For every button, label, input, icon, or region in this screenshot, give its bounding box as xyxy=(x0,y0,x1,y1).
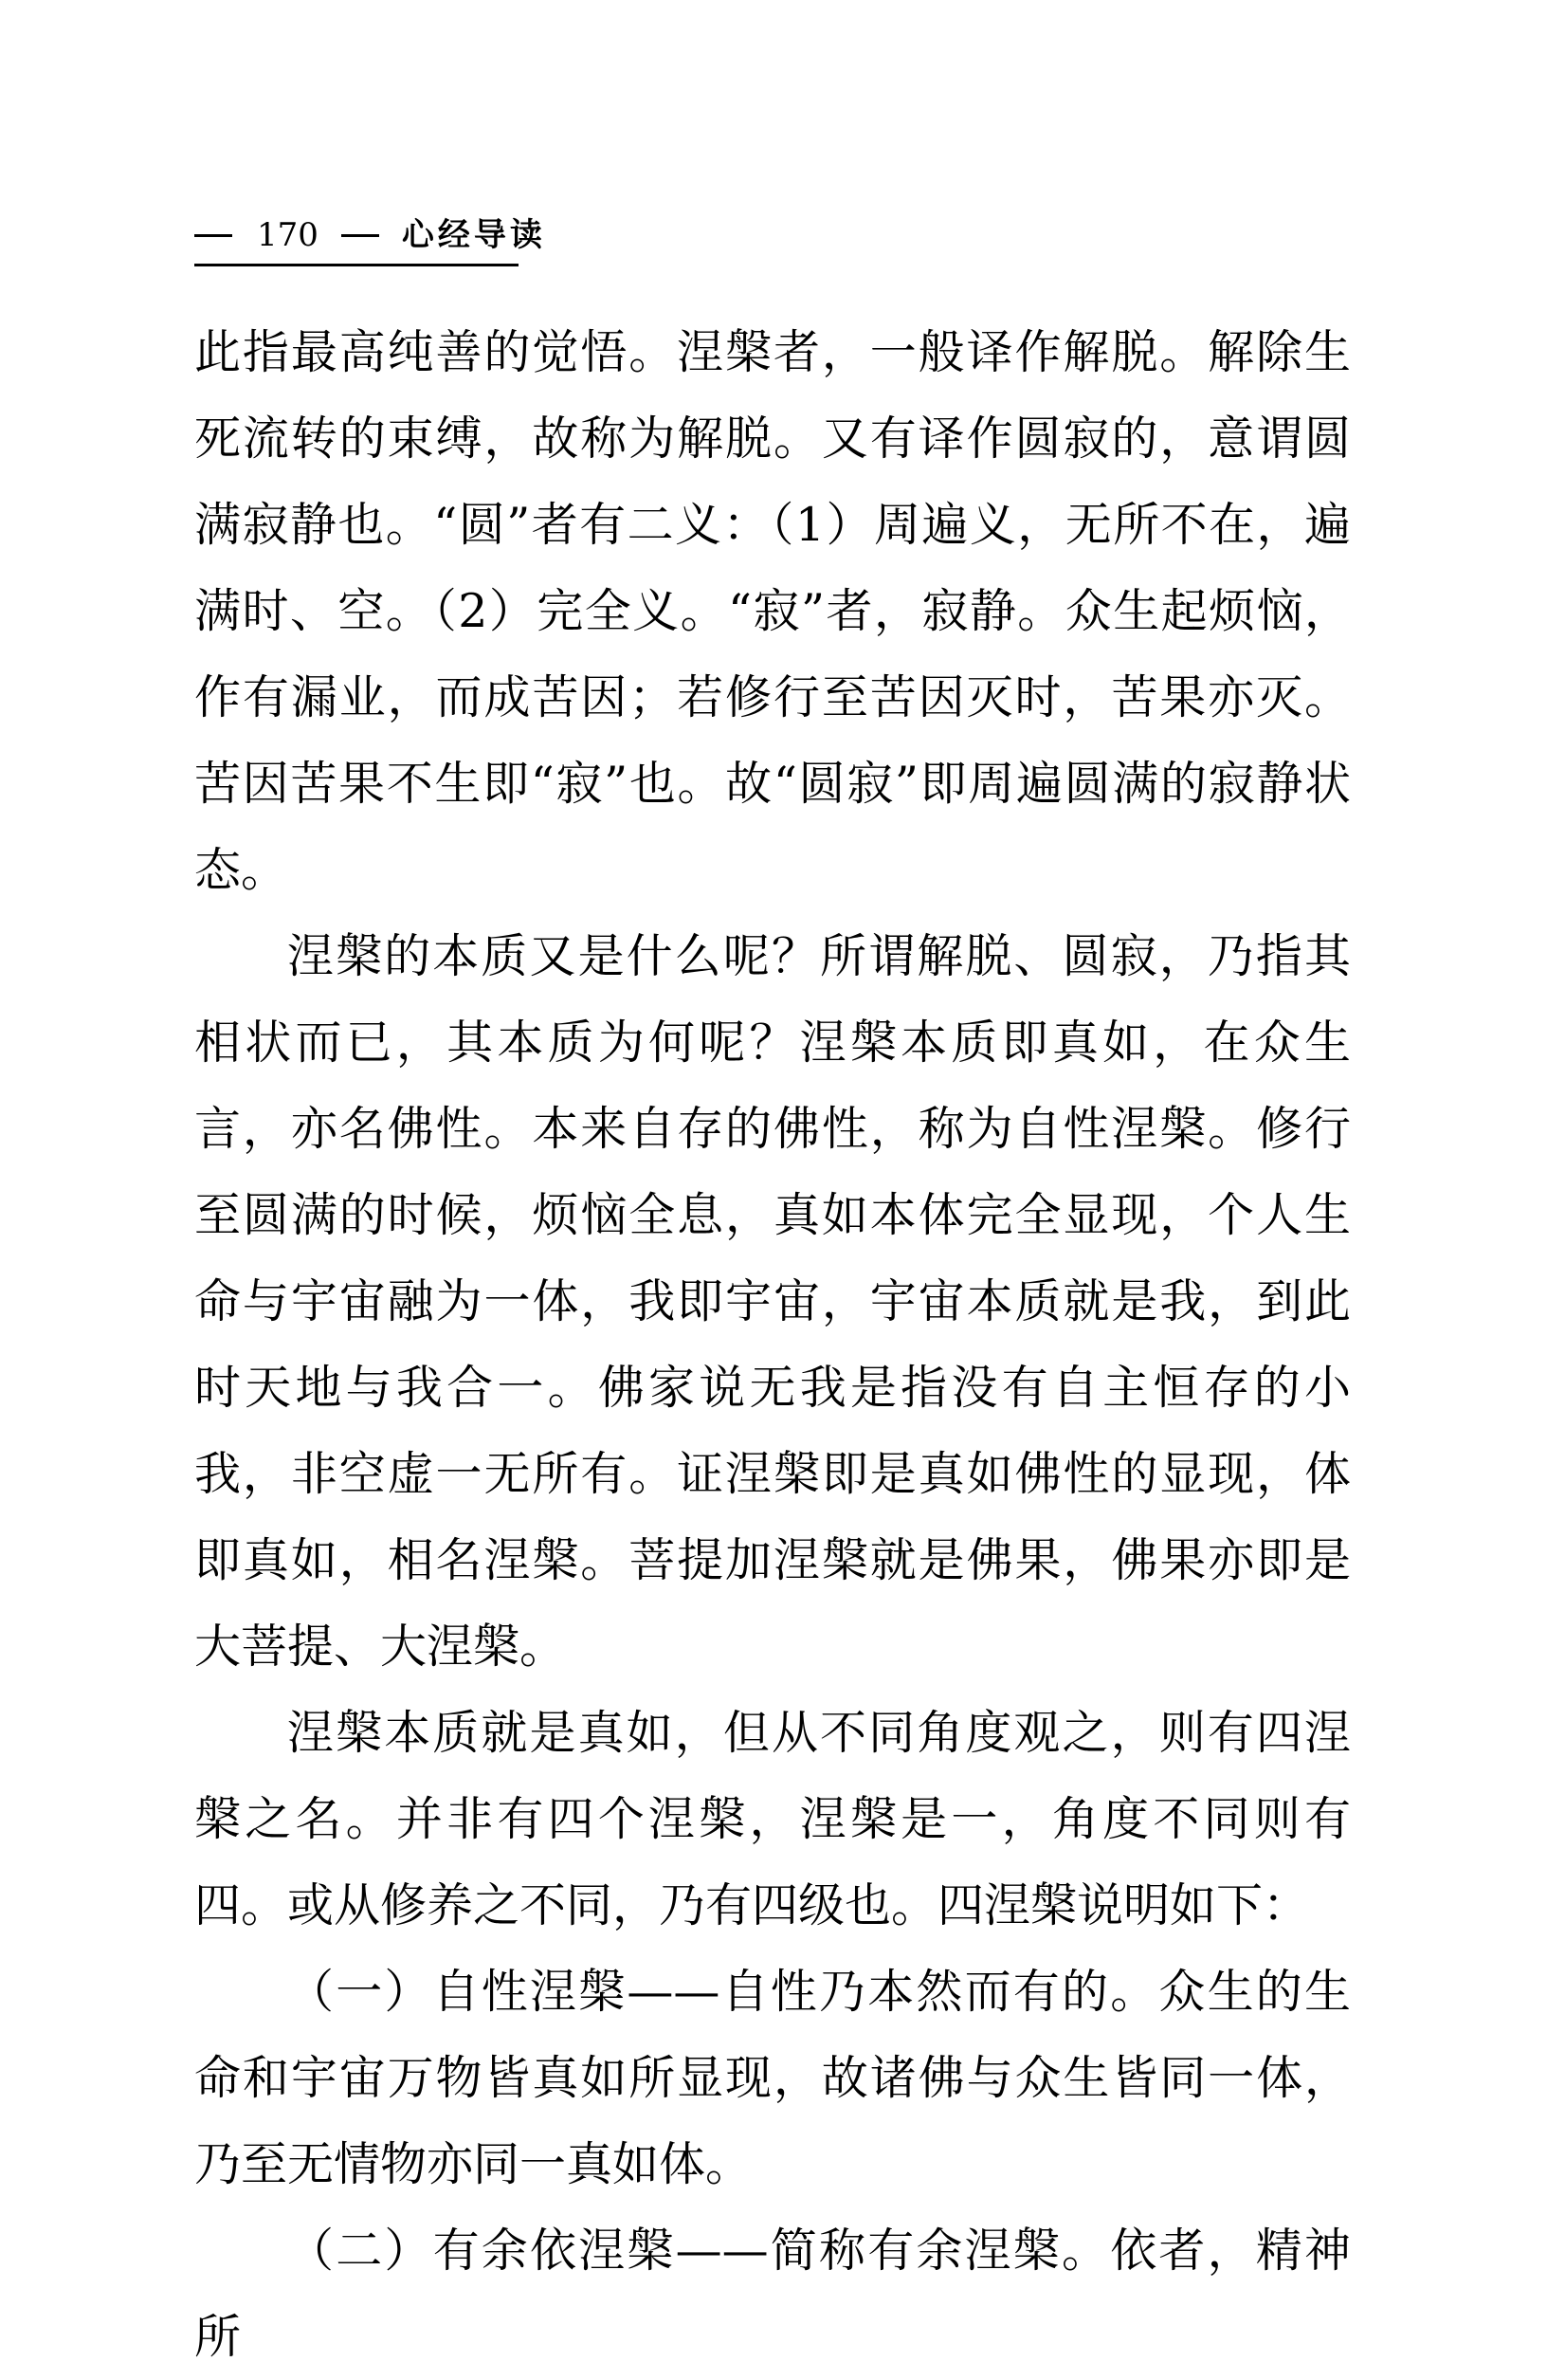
body-text xyxy=(194,309,1351,2380)
book-title: 心经导读 xyxy=(401,216,546,254)
page-number: 170 xyxy=(257,216,318,254)
paragraph: 涅槃本质就是真如，但从不同角度观之，则有四涅槃之名。并非有四个涅槃，涅槃是一，角度不同则有四。或从修养之不同，乃有四级也。四涅槃说明如下： xyxy=(194,1706,1351,1932)
running-header xyxy=(194,207,546,264)
paragraph: （一）自性涅槃——自性乃本然而有的。众生的生命和宇宙万物皆真如所显现，故诸佛与众生皆同一体，乃至无情物亦同一真如体。 xyxy=(194,1965,1351,2191)
paragraph: 涅槃的本质又是什么呢？所谓解脱、圆寂，乃指其相状而已，其本质为何呢？涅槃本质即真如，在众生言，亦名佛性。本来自存的佛性，称为自性涅槃。修行至圆满的时候，烦恼全息，真如本体完全显现，个人生命与宇宙融为一体，我即宇宙，宇宙本质就是我，到此时天地与我合一。佛家说无我是指没有自主恒存的小我，非空虚一无所有。证涅槃即是真如佛性的显现，体即真如，相名涅槃。菩提加涅槃就是佛果，佛果亦即是大菩提、大涅槃。 xyxy=(194,929,1351,1674)
paragraph: 此指最高纯善的觉悟。涅槃者，一般译作解脱。解除生死流转的束缚，故称为解脱。又有译作圆寂的，意谓圆满寂静也。“圆”者有二义：（1）周遍义，无所不在，遍满时、空。（2）完全义。“寂”者，寂静。众生起烦恼，作有漏业，而成苦因；若修行至苦因灭时，苦果亦灭。苦因苦果不生即“寂”也。故“圆寂”即周遍圆满的寂静状态。 xyxy=(194,325,1351,897)
paragraph: （二）有余依涅槃——简称有余涅槃。依者，精神所 xyxy=(194,2224,1351,2364)
header-dash xyxy=(194,234,232,237)
header-dash xyxy=(341,234,379,237)
header-underline xyxy=(194,264,519,266)
